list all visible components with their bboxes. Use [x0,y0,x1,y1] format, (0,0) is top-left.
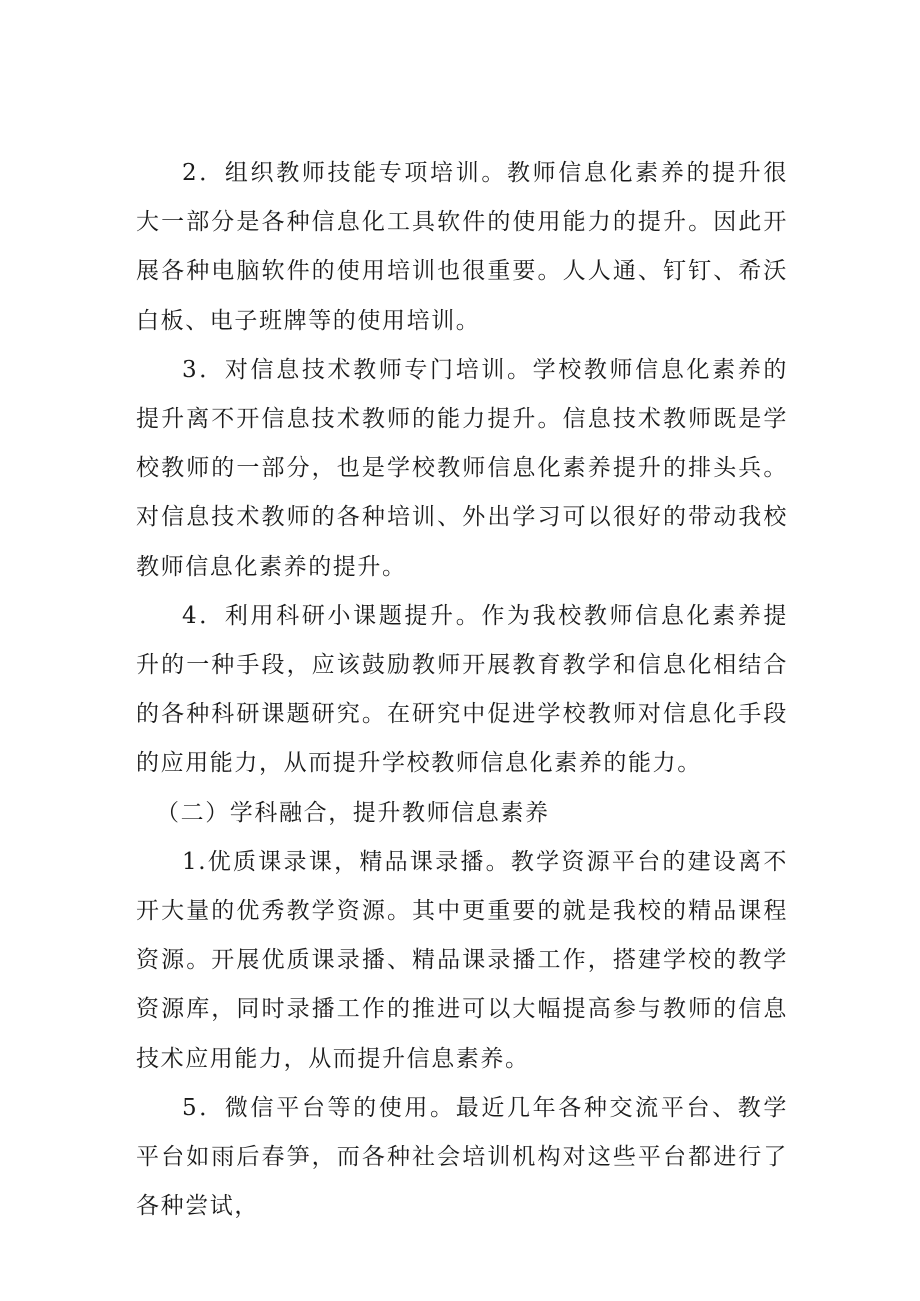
paragraph-it-teacher-training: 3．对信息技术教师专门培训。学校教师信息化素养的提升离不开信息技术教师的能力提升。信息技术教师既是学校教师的一部分，也是学校教师信息化素养提升的排头兵。对信息技术教师的各种培训、外出学习可以很好的带动我校教师信息化素养的提升。 [136,356,788,580]
document-body [136,149,788,1231]
paragraph-research-topics: 4．利用科研小课题提升。作为我校教师信息化素养提升的一种手段，应该鼓励教师开展教育教学和信息化相结合的各种科研课题研究。在研究中促进学校教师对信息化手段的应用能力，从而提升学校教师信息化素养的能力。 [136,602,788,777]
paragraph-course-recording: 1.优质课录课，精品课录播。教学资源平台的建设离不开大量的优秀教学资源。其中更重要的就是我校的精品课程资源。开展优质课录播、精品课录播工作，搭建学校的教学资源库，同时录播工作的推进可以大幅提高参与教师的信息技术应用能力，从而提升信息素养。 [136,848,788,1072]
paragraph-teacher-skill-training: 2．组织教师技能专项培训。教师信息化素养的提升很大一部分是各种信息化工具软件的使用能力的提升。因此开展各种电脑软件的使用培训也很重要。人人通、钉钉、希沃白板、电子班牌等的使用培训。 [136,160,788,334]
paragraph-wechat-platform: 5．微信平台等的使用。最近几年各种交流平台、教学平台如雨后春笋，而各种社会培训机构对这些平台都进行了各种尝试， [136,1094,788,1220]
section-heading: （二）学科融合，提升教师信息素养 [156,799,550,826]
